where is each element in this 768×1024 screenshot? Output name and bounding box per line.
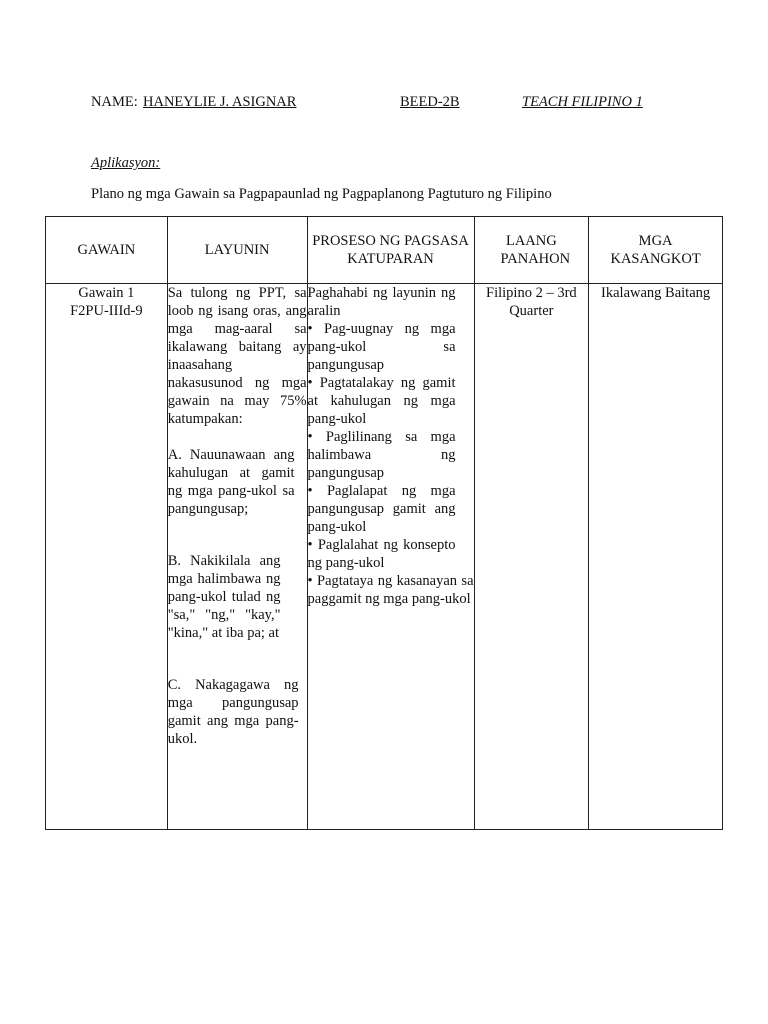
table-header-row <box>46 217 723 284</box>
proseso-item: • Paglalapat ng mga pangungusap gamit ang pang-ukol <box>307 483 456 535</box>
proseso-item: • Pag-uugnay ng mga pang-ukol sa pangungusap <box>307 321 456 373</box>
plan-title: Plano ng mga Gawain sa Pagpapaunlad ng Pagpaplanong Pagtuturo ng Filipino <box>91 186 552 202</box>
proseso-item: • Paglilinang sa mga halimbawa ng pangungusap <box>307 429 456 481</box>
subject-title: TEACH FILIPINO 1 <box>522 94 643 110</box>
proseso-item: • Paglalahat ng konsepto ng pang-ukol <box>307 537 456 571</box>
table-row <box>46 284 723 830</box>
name-label: NAME: <box>91 94 138 110</box>
header-line <box>0 94 768 114</box>
cell-gawain <box>46 284 168 830</box>
cell-laang-panahon: Filipino 2 – 3rd Quarter <box>474 284 589 830</box>
cell-mga-kasangkot: Ikalawang Baitang <box>589 284 723 830</box>
gawain-number: Gawain 1 <box>78 285 135 301</box>
cell-layunin <box>167 284 307 830</box>
header-layunin: LAYUNIN <box>167 217 307 284</box>
proseso-item: Paghahabi ng layunin ng aralin <box>307 285 456 319</box>
layunin-item-c: C. Nakagagawa ng mga pangungusap gamit ang mga pang-ukol. <box>167 677 299 747</box>
layunin-intro: Sa tulong ng PPT, sa loob ng isang oras, ang mga mag-aaral sa ikalawang baitang ay inaasahang nakasusunod ng mga gawain na may 75% katumpakan: <box>167 285 307 427</box>
section-label: Aplikasyon: <box>91 155 161 171</box>
layunin-item-a: A. Nauunawaan ang kahulugan at gamit ng mga pang-ukol sa pangungusap; <box>167 447 295 517</box>
course-section: BEED-2B <box>400 94 460 110</box>
header-proseso: PROSESO NG PAGSASAKATUPARAN <box>307 217 474 284</box>
proseso-item: • Pagtatalakay ng gamit at kahulugan ng mga pang-ukol <box>307 375 456 427</box>
proseso-item: • Pagtataya ng kasanayan sa paggamit ng mga pang-ukol <box>307 573 474 607</box>
cell-proseso <box>307 284 474 830</box>
layunin-item-b: B. Nakikilala ang mga halimbawa ng pang-ukol tulad ng "sa," "ng," "kay," "kina," at iba pa; at <box>167 553 281 641</box>
header-laang-panahon: LAANG PANAHON <box>474 217 589 284</box>
student-name: HANEYLIE J. ASIGNAR <box>143 94 297 110</box>
header-gawain: GAWAIN <box>46 217 168 284</box>
activity-plan-table <box>45 216 723 830</box>
header-mga-kasangkot: MGA KASANGKOT <box>589 217 723 284</box>
gawain-code: F2PU-IIId-9 <box>70 303 143 319</box>
